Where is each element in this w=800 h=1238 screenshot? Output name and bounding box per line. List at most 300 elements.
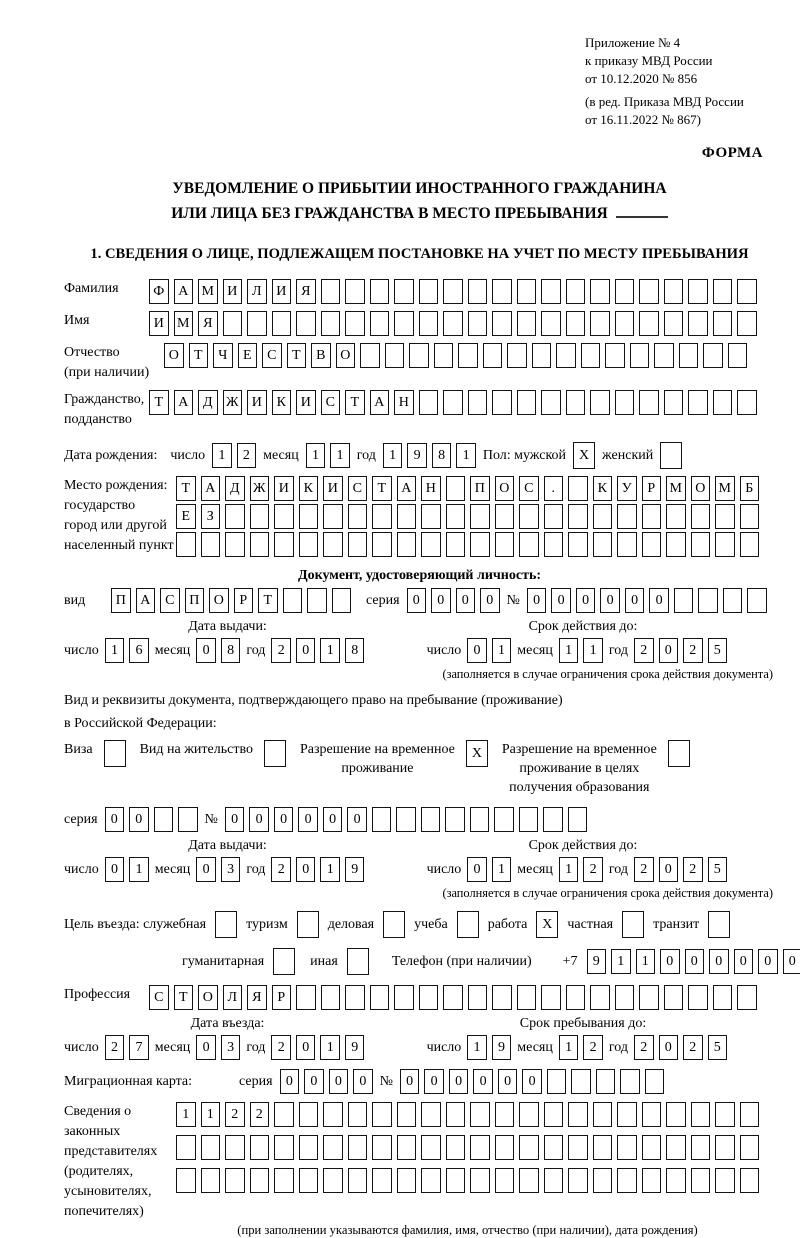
char-cell[interactable]: М [198,279,218,304]
char-cell[interactable] [492,985,512,1010]
char-cell[interactable]: 3 [221,1035,241,1060]
char-cell[interactable] [688,279,708,304]
char-cell[interactable]: X [573,442,595,469]
char-cell[interactable]: 0 [649,588,669,613]
char-cell[interactable]: 0 [709,949,729,974]
char-cell[interactable] [713,279,733,304]
char-cell[interactable] [666,1168,686,1193]
char-cell[interactable]: Б [740,476,760,501]
char-cell[interactable] [571,1069,591,1094]
char-cell[interactable] [713,985,733,1010]
char-cell[interactable] [421,1135,441,1160]
char-cell[interactable] [347,948,369,975]
char-cell[interactable]: 0 [734,949,754,974]
char-cell[interactable]: 2 [583,857,603,882]
purpose-private-checkbox[interactable] [622,911,644,938]
char-cell[interactable] [728,343,748,368]
char-cell[interactable]: П [111,588,131,613]
char-cell[interactable] [544,532,564,557]
char-cell[interactable]: 1 [456,443,476,468]
char-cell[interactable]: 1 [129,857,149,882]
permit-series-input[interactable] [105,807,198,832]
char-cell[interactable] [470,504,490,529]
char-cell[interactable]: 1 [636,949,656,974]
permit-issue-day-input[interactable] [105,857,149,882]
char-cell[interactable]: 0 [105,807,125,832]
phone-input[interactable] [587,949,800,974]
char-cell[interactable]: . [544,476,564,501]
char-cell[interactable] [541,985,561,1010]
char-cell[interactable] [519,1135,539,1160]
char-cell[interactable]: А [136,588,156,613]
char-cell[interactable] [470,1168,490,1193]
char-cell[interactable]: С [348,476,368,501]
char-cell[interactable] [443,390,463,415]
char-cell[interactable]: А [174,390,194,415]
profession-input[interactable] [149,985,757,1010]
char-cell[interactable] [723,588,743,613]
char-cell[interactable] [348,1102,368,1127]
char-cell[interactable] [215,911,237,938]
char-cell[interactable] [223,311,243,336]
char-cell[interactable] [740,1102,760,1127]
char-cell[interactable]: 5 [708,857,728,882]
char-cell[interactable]: 6 [129,638,149,663]
char-cell[interactable]: 2 [683,1035,703,1060]
char-cell[interactable] [176,532,196,557]
char-cell[interactable] [225,1168,245,1193]
char-cell[interactable] [568,1102,588,1127]
char-cell[interactable]: З [201,504,221,529]
char-cell[interactable] [642,532,662,557]
char-cell[interactable]: С [321,390,341,415]
char-cell[interactable] [394,279,414,304]
char-cell[interactable]: И [247,390,267,415]
stay-day-input[interactable] [467,1035,511,1060]
char-cell[interactable] [348,1135,368,1160]
char-cell[interactable] [345,279,365,304]
char-cell[interactable] [740,532,760,557]
doc-valid-day-input[interactable] [467,638,511,663]
char-cell[interactable] [250,1135,270,1160]
legal-reps-line1[interactable] [176,1102,759,1127]
char-cell[interactable] [639,311,659,336]
char-cell[interactable]: 9 [587,949,607,974]
char-cell[interactable]: 1 [559,857,579,882]
char-cell[interactable] [544,1102,564,1127]
char-cell[interactable] [642,504,662,529]
birth-place-line3[interactable] [176,532,759,557]
char-cell[interactable] [274,1168,294,1193]
char-cell[interactable] [419,390,439,415]
char-cell[interactable] [483,343,503,368]
char-cell[interactable] [225,504,245,529]
char-cell[interactable]: Т [372,476,392,501]
birth-place-line1[interactable] [176,476,759,501]
char-cell[interactable]: 0 [274,807,294,832]
char-cell[interactable] [617,532,637,557]
char-cell[interactable]: 2 [634,1035,654,1060]
char-cell[interactable] [348,1168,368,1193]
char-cell[interactable] [299,1168,319,1193]
char-cell[interactable]: 0 [467,857,487,882]
entry-month-input[interactable] [196,1035,240,1060]
doc-number-input[interactable] [527,588,767,613]
char-cell[interactable] [446,532,466,557]
char-cell[interactable]: 9 [345,857,365,882]
char-cell[interactable] [434,343,454,368]
char-cell[interactable]: 1 [383,443,403,468]
visa-checkbox[interactable] [104,740,126,767]
temp-permit-checkbox[interactable] [466,740,488,767]
char-cell[interactable]: 2 [683,638,703,663]
char-cell[interactable] [615,279,635,304]
char-cell[interactable] [654,343,674,368]
char-cell[interactable] [532,343,552,368]
char-cell[interactable]: И [149,311,169,336]
char-cell[interactable] [348,504,368,529]
char-cell[interactable] [296,985,316,1010]
char-cell[interactable]: 0 [296,638,316,663]
char-cell[interactable] [708,911,730,938]
char-cell[interactable] [345,985,365,1010]
doc-series-input[interactable] [407,588,500,613]
char-cell[interactable] [698,588,718,613]
char-cell[interactable]: А [397,476,417,501]
char-cell[interactable] [201,532,221,557]
char-cell[interactable] [544,1135,564,1160]
char-cell[interactable]: Р [272,985,292,1010]
char-cell[interactable] [370,311,390,336]
char-cell[interactable] [691,1135,711,1160]
char-cell[interactable]: 3 [221,857,241,882]
char-cell[interactable] [593,1135,613,1160]
permit-number-input[interactable] [225,807,588,832]
char-cell[interactable]: Е [238,343,258,368]
char-cell[interactable] [664,985,684,1010]
char-cell[interactable] [642,1102,662,1127]
char-cell[interactable]: Ж [223,390,243,415]
char-cell[interactable]: 1 [306,443,326,468]
char-cell[interactable] [274,532,294,557]
char-cell[interactable]: 0 [304,1069,324,1094]
char-cell[interactable]: Ф [149,279,169,304]
char-cell[interactable]: 1 [559,638,579,663]
char-cell[interactable]: Л [247,279,267,304]
char-cell[interactable]: 0 [600,588,620,613]
char-cell[interactable]: Т [174,985,194,1010]
char-cell[interactable] [645,1069,665,1094]
char-cell[interactable] [593,1102,613,1127]
char-cell[interactable] [421,807,441,832]
purpose-other-checkbox[interactable] [347,948,369,975]
migration-series-input[interactable] [280,1069,373,1094]
char-cell[interactable] [617,504,637,529]
char-cell[interactable] [445,807,465,832]
char-cell[interactable] [372,504,392,529]
char-cell[interactable]: 0 [196,857,216,882]
char-cell[interactable] [332,588,352,613]
char-cell[interactable]: 0 [296,1035,316,1060]
char-cell[interactable] [397,1135,417,1160]
char-cell[interactable]: Р [642,476,662,501]
char-cell[interactable] [468,311,488,336]
char-cell[interactable] [372,807,392,832]
char-cell[interactable]: 0 [431,588,451,613]
char-cell[interactable]: 1 [176,1102,196,1127]
char-cell[interactable]: 0 [400,1069,420,1094]
char-cell[interactable] [323,1135,343,1160]
char-cell[interactable] [639,279,659,304]
char-cell[interactable]: К [299,476,319,501]
char-cell[interactable] [225,1135,245,1160]
char-cell[interactable] [446,476,466,501]
char-cell[interactable]: И [296,390,316,415]
char-cell[interactable] [274,1135,294,1160]
char-cell[interactable] [713,390,733,415]
char-cell[interactable]: Т [287,343,307,368]
char-cell[interactable] [713,311,733,336]
char-cell[interactable]: 1 [559,1035,579,1060]
char-cell[interactable]: 7 [129,1035,149,1060]
char-cell[interactable]: 0 [576,588,596,613]
char-cell[interactable]: Е [176,504,196,529]
char-cell[interactable] [296,311,316,336]
purpose-transit-checkbox[interactable] [708,911,730,938]
legal-reps-line3[interactable] [176,1168,759,1193]
char-cell[interactable] [668,740,690,767]
char-cell[interactable]: 2 [225,1102,245,1127]
char-cell[interactable] [581,343,601,368]
char-cell[interactable]: 1 [611,949,631,974]
char-cell[interactable] [421,1102,441,1127]
char-cell[interactable]: 1 [320,1035,340,1060]
char-cell[interactable] [397,1102,417,1127]
surname-input[interactable] [149,279,757,304]
permit-valid-day-input[interactable] [467,857,511,882]
char-cell[interactable] [446,1102,466,1127]
char-cell[interactable] [457,911,479,938]
char-cell[interactable] [470,1135,490,1160]
char-cell[interactable] [674,588,694,613]
char-cell[interactable] [383,911,405,938]
char-cell[interactable]: 1 [320,857,340,882]
char-cell[interactable]: Я [247,985,267,1010]
char-cell[interactable] [178,807,198,832]
entry-year-input[interactable] [271,1035,364,1060]
char-cell[interactable] [566,311,586,336]
char-cell[interactable] [264,740,286,767]
edu-permit-checkbox[interactable] [668,740,690,767]
char-cell[interactable] [323,504,343,529]
char-cell[interactable] [397,1168,417,1193]
citizenship-input[interactable] [149,390,757,415]
purpose-study-checkbox[interactable] [457,911,479,938]
char-cell[interactable]: 0 [424,1069,444,1094]
char-cell[interactable] [737,279,757,304]
permit-issue-year-input[interactable] [271,857,364,882]
char-cell[interactable] [274,1102,294,1127]
char-cell[interactable]: 2 [634,638,654,663]
char-cell[interactable] [299,532,319,557]
char-cell[interactable] [507,343,527,368]
char-cell[interactable] [517,985,537,1010]
char-cell[interactable] [396,807,416,832]
char-cell[interactable]: 0 [473,1069,493,1094]
char-cell[interactable]: М [666,476,686,501]
char-cell[interactable] [250,504,270,529]
char-cell[interactable] [740,1135,760,1160]
char-cell[interactable]: 2 [271,1035,291,1060]
char-cell[interactable]: 2 [105,1035,125,1060]
char-cell[interactable]: 0 [498,1069,518,1094]
char-cell[interactable] [458,343,478,368]
char-cell[interactable]: 0 [527,588,547,613]
char-cell[interactable]: С [519,476,539,501]
residence-permit-checkbox[interactable] [264,740,286,767]
char-cell[interactable] [272,311,292,336]
char-cell[interactable] [737,311,757,336]
char-cell[interactable] [397,504,417,529]
char-cell[interactable] [590,985,610,1010]
char-cell[interactable]: С [262,343,282,368]
char-cell[interactable] [590,311,610,336]
char-cell[interactable] [664,311,684,336]
char-cell[interactable] [299,1102,319,1127]
char-cell[interactable]: 0 [353,1069,373,1094]
char-cell[interactable]: А [370,390,390,415]
char-cell[interactable]: Т [345,390,365,415]
char-cell[interactable]: В [311,343,331,368]
char-cell[interactable] [394,985,414,1010]
char-cell[interactable] [593,1168,613,1193]
char-cell[interactable]: 0 [659,1035,679,1060]
char-cell[interactable]: 0 [449,1069,469,1094]
birth-place-line2[interactable] [176,504,759,529]
char-cell[interactable] [372,1168,392,1193]
char-cell[interactable] [360,343,380,368]
char-cell[interactable] [639,985,659,1010]
char-cell[interactable] [541,279,561,304]
char-cell[interactable] [446,504,466,529]
char-cell[interactable]: 1 [492,857,512,882]
char-cell[interactable]: Ж [250,476,270,501]
char-cell[interactable]: Н [421,476,441,501]
char-cell[interactable] [617,1102,637,1127]
permit-issue-month-input[interactable] [196,857,240,882]
char-cell[interactable] [372,532,392,557]
char-cell[interactable]: М [174,311,194,336]
char-cell[interactable]: 1 [320,638,340,663]
char-cell[interactable]: 0 [758,949,778,974]
char-cell[interactable] [494,807,514,832]
char-cell[interactable]: 2 [271,638,291,663]
char-cell[interactable]: О [691,476,711,501]
doc-type-input[interactable] [111,588,351,613]
char-cell[interactable] [630,343,650,368]
char-cell[interactable] [419,279,439,304]
birth-year-input[interactable] [383,443,476,468]
char-cell[interactable] [201,1168,221,1193]
char-cell[interactable] [691,1102,711,1127]
char-cell[interactable]: 0 [522,1069,542,1094]
char-cell[interactable]: 2 [271,857,291,882]
char-cell[interactable]: 5 [708,638,728,663]
char-cell[interactable] [544,1168,564,1193]
char-cell[interactable] [715,1102,735,1127]
char-cell[interactable]: 2 [583,1035,603,1060]
char-cell[interactable]: 8 [345,638,365,663]
purpose-tourism-checkbox[interactable] [297,911,319,938]
char-cell[interactable] [323,1102,343,1127]
char-cell[interactable] [299,1135,319,1160]
char-cell[interactable]: X [466,740,488,767]
char-cell[interactable]: 0 [407,588,427,613]
doc-issue-day-input[interactable] [105,638,149,663]
char-cell[interactable]: 1 [105,638,125,663]
char-cell[interactable]: Д [198,390,218,415]
char-cell[interactable] [639,390,659,415]
char-cell[interactable] [688,311,708,336]
char-cell[interactable] [443,311,463,336]
char-cell[interactable]: 8 [432,443,452,468]
char-cell[interactable]: 0 [296,857,316,882]
char-cell[interactable]: П [470,476,490,501]
char-cell[interactable] [385,343,405,368]
char-cell[interactable] [688,390,708,415]
char-cell[interactable] [715,1135,735,1160]
char-cell[interactable] [283,588,303,613]
char-cell[interactable] [250,532,270,557]
char-cell[interactable] [664,279,684,304]
char-cell[interactable] [321,311,341,336]
char-cell[interactable]: 1 [212,443,232,468]
doc-issue-month-input[interactable] [196,638,240,663]
char-cell[interactable]: X [536,911,558,938]
char-cell[interactable] [495,1102,515,1127]
char-cell[interactable] [617,1135,637,1160]
stay-year-input[interactable] [634,1035,727,1060]
char-cell[interactable] [370,279,390,304]
char-cell[interactable] [593,532,613,557]
char-cell[interactable]: 2 [634,857,654,882]
char-cell[interactable] [446,1135,466,1160]
char-cell[interactable] [541,311,561,336]
char-cell[interactable]: 5 [708,1035,728,1060]
char-cell[interactable]: А [174,279,194,304]
char-cell[interactable]: 0 [329,1069,349,1094]
char-cell[interactable] [468,390,488,415]
char-cell[interactable] [519,504,539,529]
char-cell[interactable]: 1 [467,1035,487,1060]
char-cell[interactable] [543,807,563,832]
char-cell[interactable]: У [617,476,637,501]
char-cell[interactable]: Я [198,311,218,336]
char-cell[interactable] [470,807,490,832]
char-cell[interactable] [468,279,488,304]
char-cell[interactable] [299,504,319,529]
char-cell[interactable] [568,504,588,529]
char-cell[interactable]: 0 [196,1035,216,1060]
char-cell[interactable] [443,279,463,304]
char-cell[interactable] [419,311,439,336]
char-cell[interactable] [154,807,174,832]
char-cell[interactable] [104,740,126,767]
char-cell[interactable] [715,1168,735,1193]
char-cell[interactable] [737,985,757,1010]
char-cell[interactable] [419,985,439,1010]
char-cell[interactable] [622,911,644,938]
